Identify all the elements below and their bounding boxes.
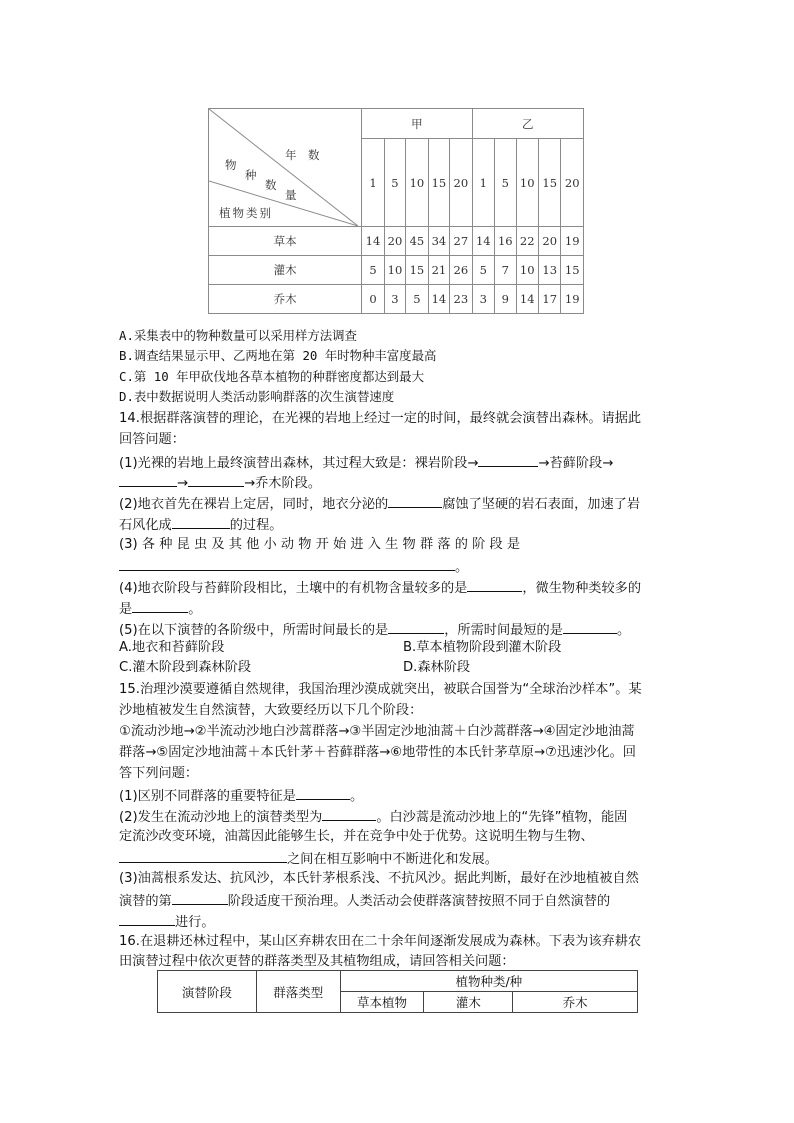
answer-blank[interactable]	[322, 806, 376, 821]
q14-option-b[interactable]: B.草本植物阶段到灌木阶段	[403, 640, 562, 655]
answer-blank[interactable]	[388, 619, 444, 634]
q14-option-a[interactable]: A.地衣和苔藓阶段	[119, 640, 225, 655]
answer-blank[interactable]	[478, 452, 538, 467]
q13-option-c: C.第 10 年甲砍伐地各草本植物的种群密度都达到最大	[119, 369, 424, 384]
diagonal-header-cell	[209, 109, 362, 227]
q15-stem-line3: ①流动沙地→②半流动沙地白沙蒿群落→③半固定沙地油蒿＋白沙蒿群落→④固定沙地油蒿	[119, 724, 635, 739]
q14-stem-line2: 回答问题：	[119, 432, 185, 447]
row-label: 灌木	[209, 256, 362, 285]
answer-blank[interactable]	[172, 514, 230, 529]
year-cell: 1	[472, 139, 494, 227]
q14-sub5-text: (5)在以下演替的各阶级中，所需时间最长的是	[119, 623, 389, 638]
row-label: 乔木	[209, 285, 362, 314]
year-cell: 10	[516, 139, 538, 227]
q15-sub3-text: 进行。	[175, 915, 215, 930]
table-cell: 14	[362, 227, 384, 256]
group-b-header: 乙	[472, 109, 583, 139]
header-species-count: 植物种类/种	[340, 971, 637, 992]
table-cell: 3	[384, 285, 405, 314]
q15-sub2-text: 。白沙蒿是流动沙地上的“先锋”植物，能固	[376, 810, 628, 825]
group-a-header: 甲	[362, 109, 472, 139]
succession-table	[157, 970, 638, 1013]
year-cell: 1	[362, 139, 384, 227]
q14-sub4-text: (4)地衣阶段与苔藓阶段相比，土壤中的有机物含量较多的是	[119, 581, 468, 596]
q14-sub4-text: 是	[119, 602, 133, 617]
q14-sub5-text: 。	[616, 623, 631, 638]
species-count-table	[208, 108, 584, 314]
table-cell: 0	[362, 285, 384, 314]
table-cell: 20	[384, 227, 405, 256]
q14-sub4-text: 。	[188, 602, 202, 617]
year-cell: 15	[428, 139, 449, 227]
q15-stem-line4: 群落→⑤固定沙地油蒿＋本氏针茅＋苔藓群落→⑥地带性的本氏针茅草原→⑦迅速沙化。回	[119, 745, 636, 760]
q15-sub2-line1	[119, 806, 627, 828]
header-stage: 演替阶段	[158, 971, 257, 1013]
answer-blank[interactable]	[388, 493, 442, 508]
table-row	[209, 227, 584, 256]
header-species-char-1: 物	[225, 158, 237, 172]
table-cell: 45	[406, 227, 428, 256]
q14-sub1-line1	[119, 452, 613, 474]
q13-option-d: D.表中数据说明人类活动影响群落的次生演替速度	[119, 389, 395, 404]
q16-stem-line1: 16.在退耕还林过程中，某山区弃耕农田在二十余年间逐渐发展成为森林。下表为该弃耕农	[119, 934, 642, 949]
q14-option-c[interactable]: C.灌木阶段到森林阶段	[119, 660, 252, 675]
year-cell: 5	[384, 139, 405, 227]
q14-sub4-line2	[119, 598, 201, 620]
q14-sub2-text: 的过程。	[229, 518, 283, 533]
q14-sub5-text: ，所需时间最短的是	[444, 623, 563, 638]
header-year-label: 年 数	[285, 148, 320, 162]
q14-sub3-line2	[119, 556, 468, 578]
table-cell: 14	[516, 285, 538, 314]
header-shrub: 灌木	[424, 992, 513, 1013]
table-cell: 22	[516, 227, 538, 256]
answer-blank[interactable]	[296, 785, 350, 800]
year-cell: 10	[406, 139, 428, 227]
table-cell: 9	[495, 285, 516, 314]
table-cell: 17	[538, 285, 560, 314]
header-community-type: 群落类型	[256, 971, 340, 1013]
table-cell: 5	[472, 256, 494, 285]
table-cell: 14	[472, 227, 494, 256]
q16-stem-line2: 田演替过程中依次更替的群落类型及其植物组成，请回答相关问题：	[119, 954, 515, 969]
table-cell: 15	[561, 256, 584, 285]
q15-sub1	[119, 785, 363, 807]
q15-sub3-text: 阶段适度干预治理。人类活动会使群落演替按照不同于自然演替的	[227, 894, 611, 909]
q14-sub2-text: 腐蚀了坚硬的岩石表面，加速了岩	[442, 497, 641, 512]
q15-sub2-text: 之间在相互影响中不断进化和发展。	[287, 852, 498, 867]
year-cell: 20	[450, 139, 472, 227]
answer-blank[interactable]	[563, 619, 617, 634]
q15-stem-line1: 15.治理沙漠要遵循自然规律，我国治理沙漠成就突出，被联合国誉为“全球治沙样本”。某	[119, 682, 642, 697]
q15-sub2-text: (2)发生在流动沙地上的演替类型为	[119, 810, 323, 825]
q14-sub2-line1	[119, 493, 640, 515]
table-cell: 20	[538, 227, 560, 256]
year-cell: 5	[495, 139, 516, 227]
q15-sub3-line2	[119, 890, 610, 912]
q13-option-a: A.采集表中的物种数量可以采用样方法调查	[119, 328, 357, 343]
table-cell: 23	[450, 285, 472, 314]
header-plant-label: 植物类别	[219, 206, 273, 220]
table-cell: 19	[561, 227, 584, 256]
row-label: 草本	[209, 227, 362, 256]
year-cell: 15	[538, 139, 560, 227]
table-cell: 27	[450, 227, 472, 256]
table-cell: 5	[362, 256, 384, 285]
answer-blank[interactable]	[188, 472, 244, 487]
answer-blank[interactable]	[172, 890, 228, 905]
q15-sub2-line3	[119, 848, 498, 870]
table-cell: 16	[495, 227, 516, 256]
answer-blank[interactable]	[119, 848, 287, 863]
table-cell: 5	[406, 285, 428, 314]
header-herb: 草本植物	[340, 992, 424, 1013]
q13-option-b: B.调查结果显示甲、乙两地在第 20 年时物种丰富度最高	[119, 348, 437, 363]
table-row	[209, 256, 584, 285]
q14-sub1-line2	[119, 472, 321, 494]
q14-sub2-line2	[119, 514, 283, 536]
answer-blank[interactable]	[132, 598, 188, 613]
header-species-char-4: 量	[285, 188, 297, 202]
table-cell: 14	[428, 285, 449, 314]
q15-sub2-line2: 定流沙改变环境，油蒿因此能够生长，并在竞争中处于优势。这说明生物与生物、	[119, 829, 594, 844]
table-cell: 34	[428, 227, 449, 256]
q15-sub3-line1: (3)油蒿根系发达、抗风沙，本氏针茅根系浅、不抗风沙。据此判断，最好在沙地植被自然	[119, 871, 639, 886]
q14-sub1-text: →苔藓阶段→	[538, 456, 614, 471]
q14-option-d[interactable]: D.森林阶段	[403, 660, 471, 675]
q14-sub3-text: 。	[455, 560, 469, 575]
q15-sub1-text: 。	[349, 789, 364, 804]
table-cell: 10	[384, 256, 405, 285]
q14-sub3-line1: (3) 各 种 昆 虫 及 其 他 小 动 物 开 始 进 入 生 物 群 落 的 阶 段 是	[119, 537, 521, 552]
answer-blank[interactable]	[467, 577, 522, 592]
header-species-char-2: 种	[245, 168, 257, 182]
q15-stem-line5: 答下列问题：	[119, 766, 199, 781]
q14-sub1-text: (1)光裸的岩地上最终演替出森林，其过程大致是：裸岩阶段→	[119, 456, 479, 471]
q15-sub3-line3	[119, 911, 215, 933]
q14-sub1-text: →	[177, 476, 189, 491]
q14-sub2-text: (2)地衣首先在裸岩上定居，同时，地衣分泌的	[119, 497, 389, 512]
table-cell: 19	[561, 285, 584, 314]
q14-sub1-text: →乔木阶段。	[244, 476, 322, 491]
answer-blank[interactable]	[119, 472, 177, 487]
q15-sub3-text: 演替的第	[119, 894, 172, 909]
year-cell: 20	[561, 139, 584, 227]
q15-stem-line2: 沙地植被发生自然演替，大致要经历以下几个阶段：	[119, 703, 423, 718]
table-cell: 13	[538, 256, 560, 285]
table-cell: 10	[516, 256, 538, 285]
q15-sub1-text: (1)区别不同群落的重要特征是	[119, 789, 296, 804]
table-cell: 26	[450, 256, 472, 285]
q14-stem-line1: 14.根据群落演替的理论，在光裸的岩地上经过一定的时间，最终就会演替出森林。请据此	[119, 411, 642, 426]
header-tree: 乔木	[513, 992, 638, 1013]
answer-blank[interactable]	[119, 556, 455, 571]
table-cell: 7	[495, 256, 516, 285]
table-cell: 3	[472, 285, 494, 314]
table-cell: 15	[406, 256, 428, 285]
table-cell: 21	[428, 256, 449, 285]
table-row	[209, 285, 584, 314]
q14-sub4-line1	[119, 577, 641, 599]
q14-sub2-text: 石风化成	[119, 518, 172, 533]
answer-blank[interactable]	[119, 911, 175, 926]
q14-sub4-text: ，微生物种类较多的	[522, 581, 642, 596]
header-species-char-3: 数	[265, 178, 277, 192]
